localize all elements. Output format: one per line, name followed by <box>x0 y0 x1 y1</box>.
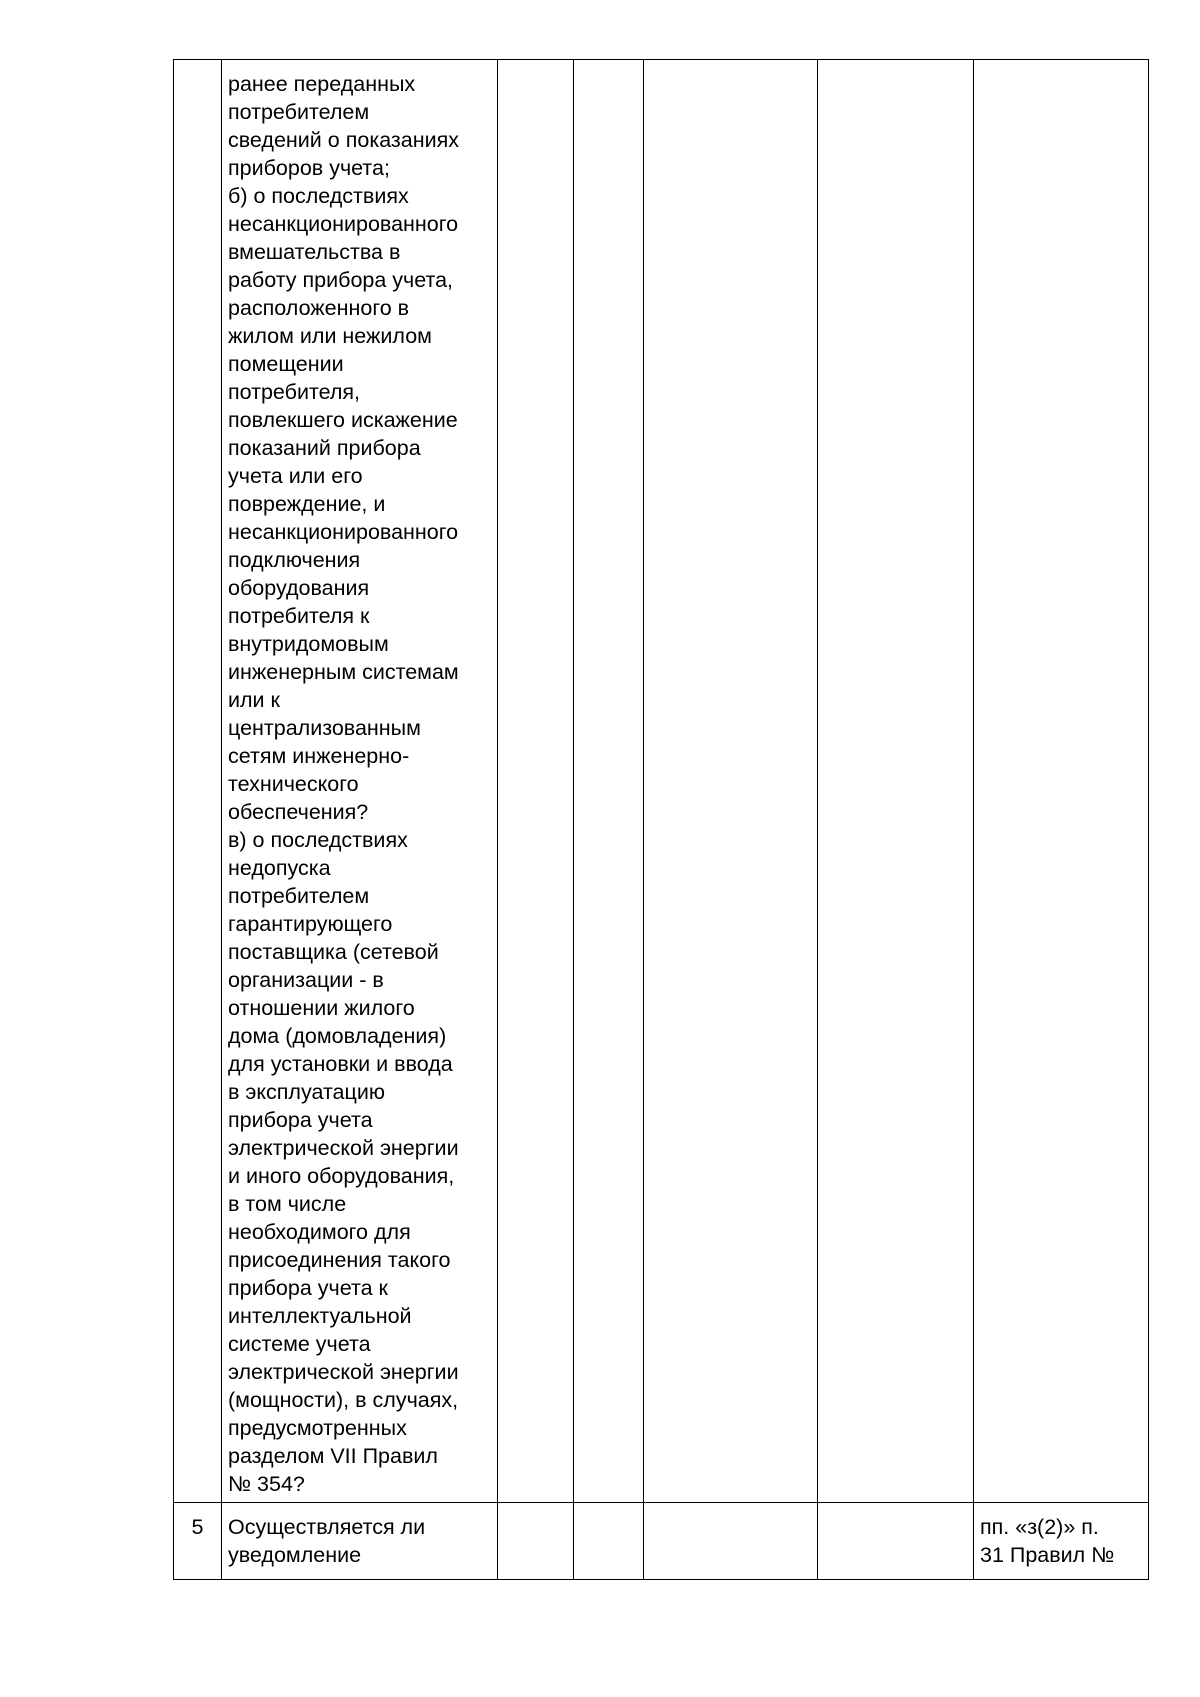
text-line: предусмотренных <box>228 1416 407 1440</box>
text-line: гарантирующего <box>228 912 393 936</box>
note-cell <box>818 1503 974 1580</box>
text-line: и иного оборудования, <box>228 1164 455 1188</box>
text-line: обеспечения? <box>228 800 369 824</box>
text-line: Осуществляется ли <box>228 1515 426 1539</box>
text-line: № 354? <box>228 1472 305 1496</box>
text-line: помещении <box>228 352 344 376</box>
text-line: приборов учета; <box>228 156 390 180</box>
answer-no-cell <box>574 1503 644 1580</box>
text-line: прибора учета к <box>228 1276 388 1300</box>
text-line: повреждение, и <box>228 492 386 516</box>
text-line: в) о последствиях <box>228 828 408 852</box>
text-line: подключения <box>228 548 361 572</box>
text-line: сведений о показаниях <box>228 128 459 152</box>
text-line: организации - в <box>228 968 384 992</box>
question-text <box>228 70 491 1498</box>
table-row <box>174 1503 1149 1580</box>
row-number-cell <box>174 1503 222 1580</box>
row-number: 5 <box>191 1515 204 1539</box>
text-line: электрической энергии <box>228 1360 459 1384</box>
text-line: б) о последствиях <box>228 184 409 208</box>
text-line: поставщика (сетевой <box>228 940 439 964</box>
text-line: инженерным системам <box>228 660 459 684</box>
not-applicable-cell <box>644 60 818 1503</box>
text-line: в эксплуатацию <box>228 1080 385 1104</box>
text-line: электрической энергии <box>228 1136 459 1160</box>
table-row <box>174 60 1149 1503</box>
text-line: потребителя, <box>228 380 360 404</box>
reference-text <box>980 1513 1142 1569</box>
text-line: несанкционированного <box>228 520 459 544</box>
text-line: уведомление <box>228 1543 362 1567</box>
text-line: необходимого для <box>228 1220 411 1244</box>
text-line: 31 Правил № <box>980 1543 1115 1567</box>
question-cell <box>222 1503 498 1580</box>
text-line: потребителем <box>228 884 370 908</box>
text-line: пп. «з(2)» п. <box>980 1515 1099 1539</box>
text-line: оборудования <box>228 576 370 600</box>
text-line: разделом VII Правил <box>228 1444 438 1468</box>
text-line: интеллектуальной <box>228 1304 412 1328</box>
text-line: внутридомовым <box>228 632 389 656</box>
text-line: несанкционированного <box>228 212 459 236</box>
text-line: вмешательства в <box>228 240 401 264</box>
text-line: сетям инженерно- <box>228 744 410 768</box>
text-line: потребителя к <box>228 604 370 628</box>
text-line: в том числе <box>228 1192 347 1216</box>
text-line: расположенного в <box>228 296 410 320</box>
text-line: (мощности), в случаях, <box>228 1388 459 1412</box>
text-line: учета или его <box>228 464 363 488</box>
text-line: ранее переданных <box>228 72 416 96</box>
answer-yes-cell <box>498 60 574 1503</box>
question-text <box>228 1513 491 1569</box>
text-line: системе учета <box>228 1332 371 1356</box>
text-line: или к <box>228 688 280 712</box>
text-line: отношении жилого <box>228 996 415 1020</box>
not-applicable-cell <box>644 1503 818 1580</box>
answer-no-cell <box>574 60 644 1503</box>
text-line: потребителем <box>228 100 370 124</box>
text-line: централизованным <box>228 716 421 740</box>
text-line: для установки и ввода <box>228 1052 453 1076</box>
row-number-cell <box>174 60 222 1503</box>
question-cell <box>222 60 498 1503</box>
text-line: показаний прибора <box>228 436 421 460</box>
text-line: присоединения такого <box>228 1248 451 1272</box>
text-line: работу прибора учета, <box>228 268 454 292</box>
note-cell <box>818 60 974 1503</box>
text-line: прибора учета <box>228 1108 373 1132</box>
text-line: технического <box>228 772 359 796</box>
reference-cell <box>974 60 1149 1503</box>
reference-cell <box>974 1503 1149 1580</box>
answer-yes-cell <box>498 1503 574 1580</box>
text-line: недопуска <box>228 856 331 880</box>
checklist-table <box>173 59 1149 1580</box>
text-line: дома (домовладения) <box>228 1024 447 1048</box>
text-line: жилом или нежилом <box>228 324 432 348</box>
text-line: повлекшего искажение <box>228 408 458 432</box>
